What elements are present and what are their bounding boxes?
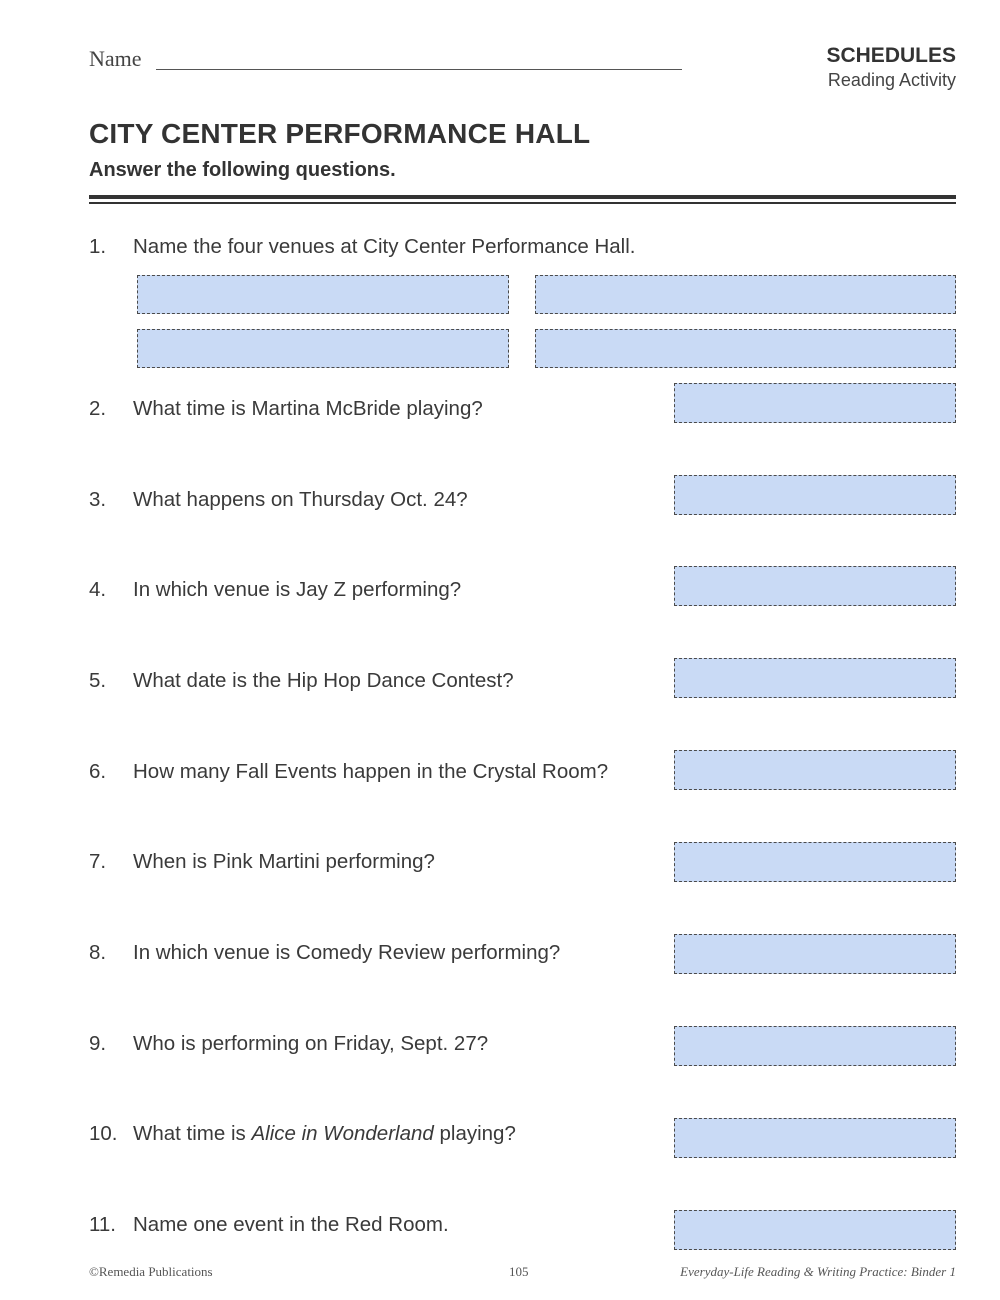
question-number: 7. bbox=[89, 850, 107, 873]
page-title: CITY CENTER PERFORMANCE HALL bbox=[89, 118, 591, 149]
divider bbox=[89, 195, 956, 199]
answer-box-3[interactable] bbox=[674, 475, 956, 515]
question-number: 9. bbox=[89, 1032, 107, 1055]
copyright: ©Remedia Publications bbox=[89, 1264, 213, 1279]
question-number: 2. bbox=[89, 397, 107, 420]
question-text: What time is Martina McBride playing? bbox=[133, 397, 483, 420]
question-text: When is Pink Martini performing? bbox=[133, 850, 435, 873]
question-text: In which venue is Jay Z performing? bbox=[133, 578, 462, 601]
venue-answer-box-2[interactable] bbox=[535, 275, 956, 314]
question-text: How many Fall Events happen in the Crystal Room? bbox=[133, 760, 609, 783]
question-number: 4. bbox=[89, 578, 107, 601]
question-text: What date is the Hip Hop Dance Contest? bbox=[133, 669, 514, 692]
question-text: Who is performing on Friday, Sept. 27? bbox=[133, 1032, 489, 1055]
venue-answer-box-4[interactable] bbox=[535, 329, 956, 368]
question-text: Name one event in the Red Room. bbox=[133, 1213, 449, 1236]
question-number: 6. bbox=[89, 760, 107, 783]
category-heading: SCHEDULES bbox=[826, 44, 956, 67]
answer-box-2[interactable] bbox=[674, 383, 956, 423]
question-text: Name the four venues at City Center Performance Hall. bbox=[133, 235, 636, 258]
question-text: What happens on Thursday Oct. 24? bbox=[133, 488, 468, 511]
page-number: 105 bbox=[509, 1264, 529, 1279]
activity-type: Reading Activity bbox=[827, 70, 956, 90]
question-text-part: playing? bbox=[433, 1122, 516, 1145]
answer-box-8[interactable] bbox=[674, 934, 956, 974]
name-line bbox=[156, 69, 682, 70]
answer-box-4[interactable] bbox=[674, 566, 956, 606]
book-title-italic: Alice in Wonderland bbox=[251, 1122, 434, 1145]
answer-box-10[interactable] bbox=[674, 1118, 956, 1158]
answer-box-5[interactable] bbox=[674, 658, 956, 698]
answer-box-7[interactable] bbox=[674, 842, 956, 882]
instructions: Answer the following questions. bbox=[89, 159, 396, 181]
question-number: 3. bbox=[89, 488, 107, 511]
question-text bbox=[133, 1122, 516, 1146]
name-label: Name bbox=[89, 46, 142, 71]
question-number: 10. bbox=[89, 1122, 118, 1145]
answer-box-11[interactable] bbox=[674, 1210, 956, 1250]
question-text-part: What time is bbox=[133, 1122, 252, 1145]
answer-box-9[interactable] bbox=[674, 1026, 956, 1066]
answer-box-6[interactable] bbox=[674, 750, 956, 790]
divider bbox=[89, 202, 956, 204]
question-number: 1. bbox=[89, 235, 107, 258]
book-title: Everyday-Life Reading & Writing Practice: Binder 1 bbox=[680, 1264, 956, 1279]
question-number: 8. bbox=[89, 941, 107, 964]
question-number: 11. bbox=[89, 1213, 116, 1236]
venue-answer-box-1[interactable] bbox=[137, 275, 509, 314]
question-number: 5. bbox=[89, 669, 107, 692]
question-text: In which venue is Comedy Review performing? bbox=[133, 941, 561, 964]
venue-answer-box-3[interactable] bbox=[137, 329, 509, 368]
